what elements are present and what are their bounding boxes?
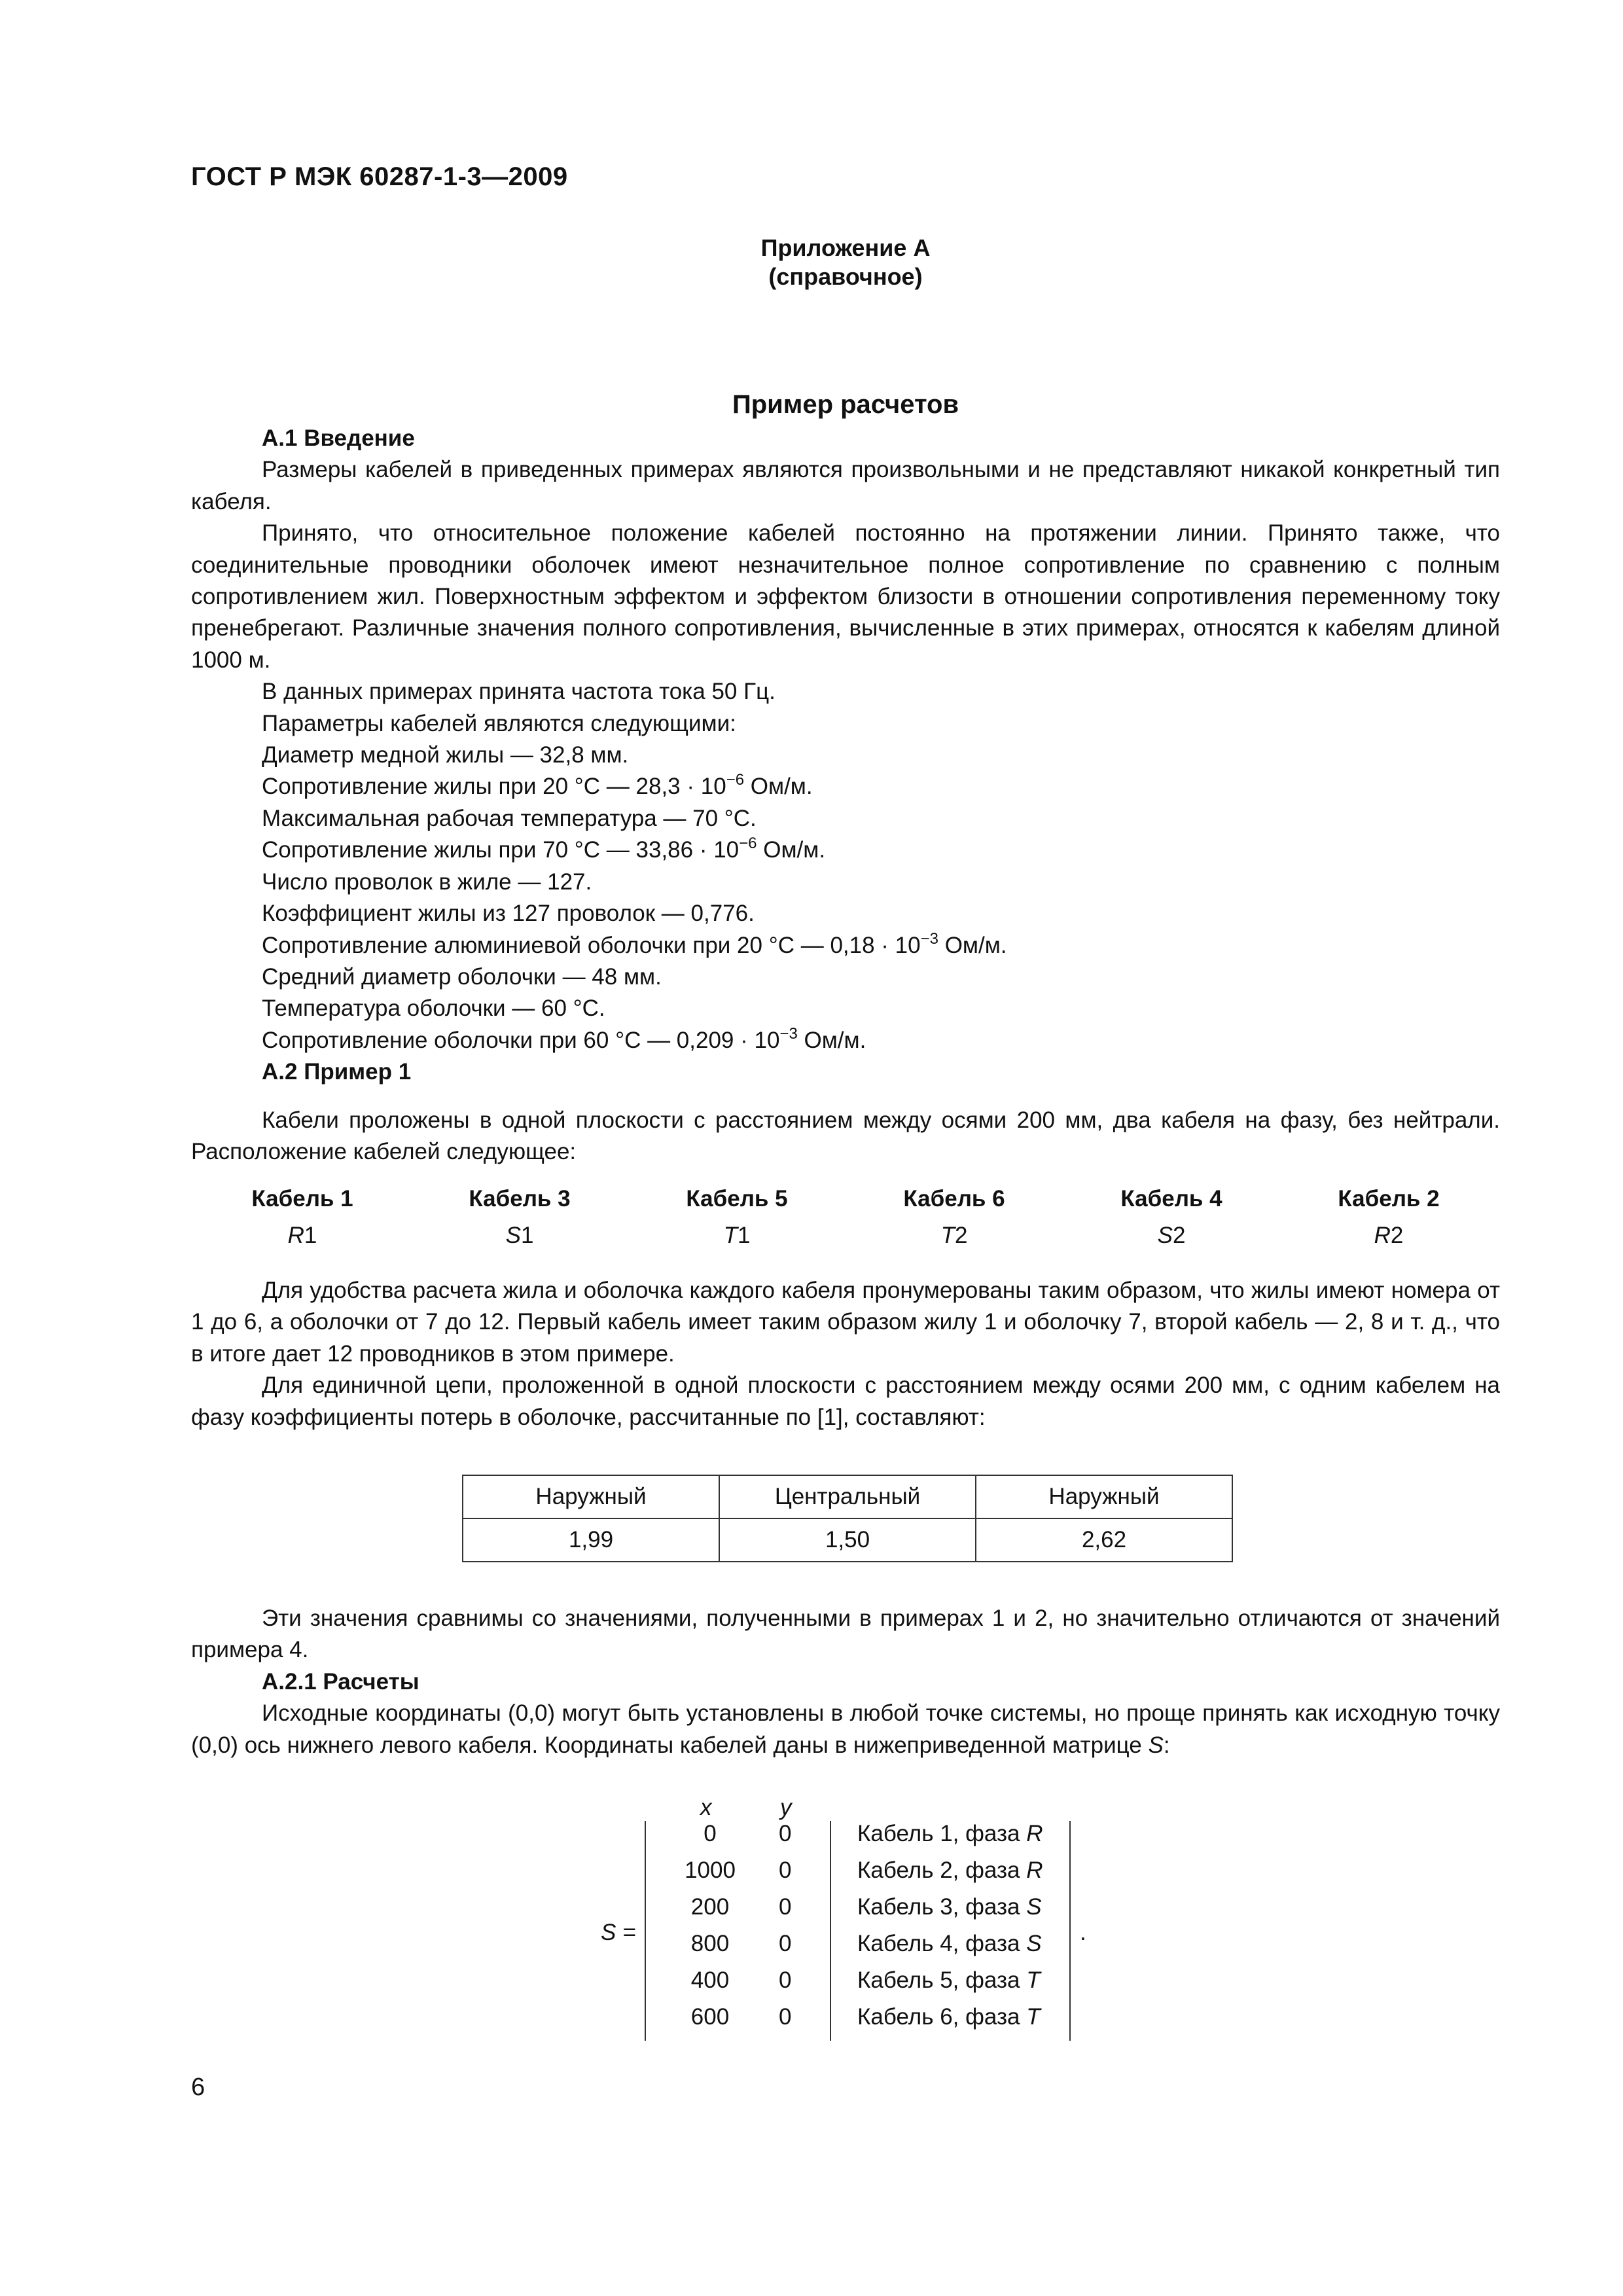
matrix-row-desc: Кабель 6, фаза T (857, 2004, 1041, 2030)
heading-a1: А.1 Введение (262, 425, 415, 451)
annex-subtitle: (справочное) (768, 263, 923, 290)
table-cell: 1,50 (719, 1518, 976, 1562)
section-title: Пример расчетов (732, 390, 959, 419)
matrix-x-value: 800 (690, 1931, 730, 1956)
param-line: Число проволок в жиле — 127. (262, 869, 592, 895)
matrix-row-desc: Кабель 4, фаза S (857, 1931, 1042, 1956)
matrix-x-value: 600 (690, 2004, 730, 2030)
annex-title: Приложение А (760, 234, 931, 261)
cable-phase: S1 (505, 1223, 534, 1248)
matrix-x-value: 400 (690, 1967, 730, 1993)
paragraph: Кабели проложены в одной плоскости с расстоянием между осями 200 мм, два кабеля на фазу, без нейтрали. Расположение кабелей следующее: (191, 1107, 1500, 1165)
paragraph: Принято, что относительное положение кабелей постоянно на протяжении линии. Принято также, что соединительные проводники оболочек имеют незначительное полное сопротивление по сравнению с полным сопротивлением жил. Поверхностным эффектом и эффектом близости в отношении сопротивления переменному току пренебрегают. Различные значения полного сопротивления, вычисленные в этих примерах, относятся к кабелям длиной 1000 м. (191, 520, 1500, 673)
matrix-x-value: 1000 (685, 1857, 736, 1883)
matrix-y-value: 0 (779, 1857, 792, 1883)
table-cell: 2,62 (976, 1518, 1232, 1562)
cable-name: Кабель 6 (903, 1186, 1005, 1211)
param-line: Сопротивление жилы при 70 °С — $33,86 \cdot 10^{-6}$ Ом/м. (262, 834, 826, 863)
matrix-x-value: 200 (690, 1894, 730, 1920)
matrix-right-bracket (1069, 1821, 1071, 2041)
param-line: Температура оболочки — 60 °С. (262, 996, 605, 1022)
page-number: 6 (191, 2073, 205, 2101)
param-line: Сопротивление оболочки при 60 °С — $0,209 \cdot 10^{-3}$ Ом/м. (262, 1024, 866, 1053)
paragraph: Эти значения сравнимы со значениями, полученными в примерах 1 и 2, но значительно отличаются от значений примера 4. (191, 1605, 1500, 1663)
cable-phase: R2 (1374, 1223, 1404, 1248)
matrix-column-y: y (780, 1795, 792, 1820)
matrix-y-value: 0 (779, 1821, 792, 1846)
matrix-y-value: 0 (779, 2004, 792, 2030)
heading-a21: А.2.1 Расчеты (262, 1668, 419, 1695)
cable-phase: S2 (1157, 1223, 1186, 1248)
document-id: ГОСТ Р МЭК 60287-1-3—2009 (191, 162, 568, 191)
table-header-cell: Центральный (719, 1475, 976, 1518)
cable-phase: R1 (287, 1223, 317, 1248)
matrix-separator (830, 1821, 831, 2041)
matrix-left-bracket (645, 1821, 646, 2041)
cable-name: Кабель 5 (686, 1186, 788, 1211)
paragraph: Для удобства расчета жила и оболочка каждого кабеля пронумерованы таким образом, что жилы имеют номера от 1 до 6, а оболочки от 7 до 12. Первый кабель имеет таким образом жилу 1 и оболочку 7, второй кабель — 2, 8 и т. д., что в итоге дает 12 проводников в этом примере. (191, 1278, 1500, 1367)
param-line: Сопротивление алюминиевой оболочки при 20 °С — $0,18 \cdot 10^{-3}$ Ом/м. (262, 929, 1007, 958)
paragraph: В данных примерах принята частота тока 50 Гц. (262, 679, 776, 705)
matrix-row-desc: Кабель 5, фаза T (857, 1967, 1041, 1993)
param-line: Диаметр медной жилы — 32,8 мм. (262, 742, 629, 768)
table-header-cell: Наружный (463, 1475, 719, 1518)
cable-name: Кабель 2 (1338, 1186, 1440, 1211)
paragraph: Исходные координаты (0,0) могут быть установлены в любой точке системы, но проще принять как исходную точку (0,0) ось нижнего левого кабеля. Координаты кабелей даны в нижеприведенной матрице S: (191, 1700, 1500, 1758)
matrix-trailing-dot: . (1080, 1920, 1086, 1945)
paragraph: Размеры кабелей в приведенных примерах являются произвольными и не представляют никакой конкретный тип кабеля. (191, 457, 1500, 514)
heading-a2: А.2 Пример 1 (262, 1059, 412, 1085)
cable-name: Кабель 3 (469, 1186, 571, 1211)
matrix-y-value: 0 (779, 1894, 792, 1920)
matrix-column-x: x (700, 1795, 712, 1820)
paragraph: Параметры кабелей являются следующими: (262, 710, 736, 736)
matrix-y-value: 0 (779, 1967, 792, 1993)
param-line: Сопротивление жилы при 20 °С — $28,3 \cdot 10^{-6}$ Ом/м. (262, 771, 813, 800)
param-line: Средний диаметр оболочки — 48 мм. (262, 963, 662, 990)
table-header-cell: Наружный (976, 1475, 1232, 1518)
matrix-row-desc: Кабель 1, фаза R (857, 1821, 1043, 1846)
table-cell: 1,99 (463, 1518, 719, 1562)
param-line: Коэффициент жилы из 127 проволок — 0,776. (262, 901, 755, 927)
matrix-row-desc: Кабель 2, фаза R (857, 1857, 1043, 1883)
cable-phase: T2 (940, 1223, 968, 1248)
matrix-x-value: 0 (704, 1821, 717, 1846)
paragraph: Для единичной цепи, проложенной в одной плоскости с расстоянием между осями 200 мм, с одним кабелем на фазу коэффициенты потерь в оболочке, рассчитанные по [1], составляют: (191, 1372, 1500, 1430)
matrix-label: S = (601, 1920, 636, 1945)
matrix-row-desc: Кабель 3, фаза S (857, 1894, 1042, 1920)
cable-phase: T1 (723, 1223, 751, 1248)
param-line: Максимальная рабочая температура — 70 °С. (262, 805, 757, 831)
cable-name: Кабель 4 (1120, 1186, 1222, 1211)
matrix-y-value: 0 (779, 1931, 792, 1956)
cable-name: Кабель 1 (251, 1186, 353, 1211)
